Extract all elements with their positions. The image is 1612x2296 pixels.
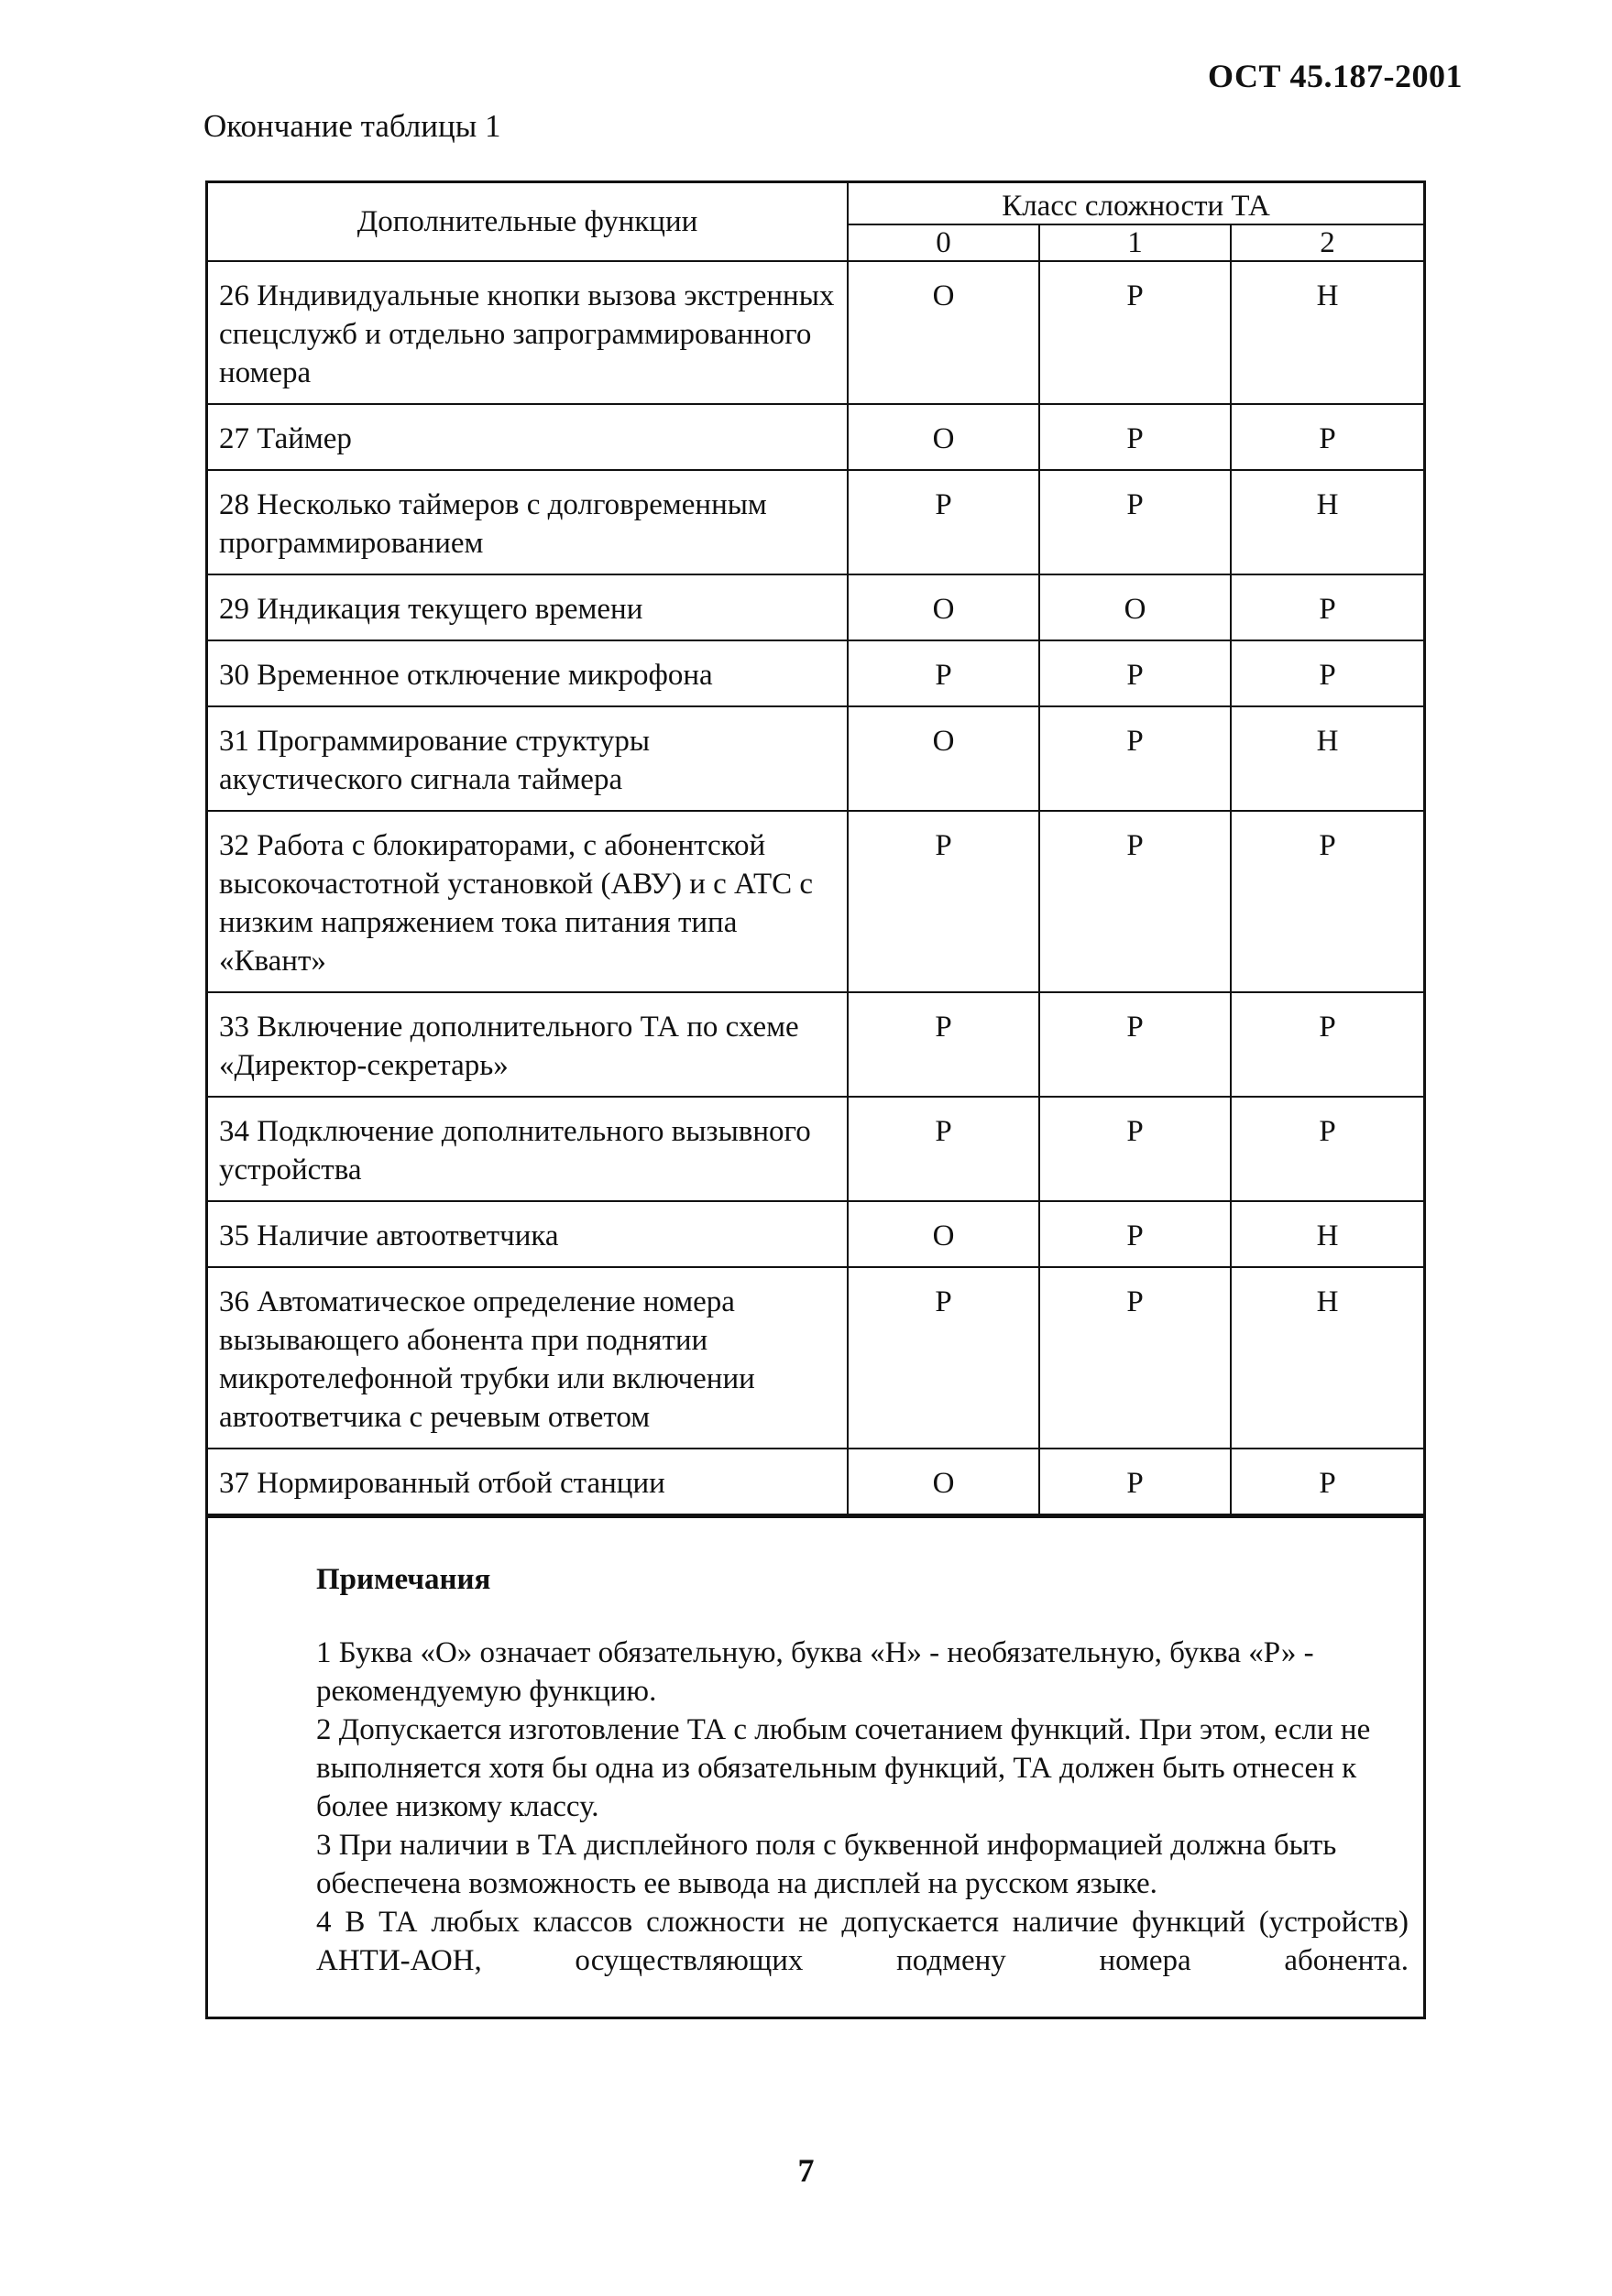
class-1-value: Р [1039,1267,1231,1449]
table-sheet [205,180,1426,2019]
function-name: 36 Автоматическое определение номера вызывающего абонента при поднятии микротелефонной трубки или включении автоответчика с речевым ответом [208,1267,848,1449]
functions-table [208,183,1423,1515]
class-2-value: Н [1231,261,1423,404]
function-name: 32 Работа с блокираторами, с абонентской высокочастотной установкой (АВУ) и с АТС с низким напряжением тока питания типа «Квант» [208,811,848,992]
class-0-value: О [848,261,1039,404]
table-row [208,261,1423,404]
table-row [208,470,1423,574]
function-name: 29 Индикация текущего времени [208,574,848,640]
class-number-1: 1 [1039,224,1231,261]
function-name: 30 Временное отключение микрофона [208,640,848,706]
table-caption: Окончание таблицы 1 [203,108,501,144]
table-row [208,1201,1423,1267]
function-name: 37 Нормированный отбой станции [208,1449,848,1514]
class-2-value: Р [1231,992,1423,1097]
class-0-value: О [848,1201,1039,1267]
class-2-value: Р [1231,404,1423,470]
class-2-value: Р [1231,1449,1423,1514]
note-item: 4 В ТА любых классов сложности не допускается наличие функций (устройств) АНТИ-АОН, осуществляющих подмену номера абонента. [316,1906,1409,1977]
class-1-value: Р [1039,1097,1231,1201]
class-0-value: О [848,574,1039,640]
table-row [208,1267,1423,1449]
table-row [208,1097,1423,1201]
function-name: 26 Индивидуальные кнопки вызова экстренных спецслужб и отдельно запрограммированного номера [208,261,848,404]
table-row [208,992,1423,1097]
class-1-value: Р [1039,404,1231,470]
class-0-value: О [848,404,1039,470]
notes-section [208,1515,1423,2017]
class-2-value: Н [1231,470,1423,574]
class-column-header: Класс сложности ТА [848,183,1423,224]
function-name: 35 Наличие автоответчика [208,1201,848,1267]
class-1-value: О [1039,574,1231,640]
class-1-value: Р [1039,706,1231,811]
table-row [208,640,1423,706]
class-1-value: Р [1039,992,1231,1097]
class-number-2: 2 [1231,224,1423,261]
function-name: 28 Несколько таймеров с долговременным программированием [208,470,848,574]
class-1-value: Р [1039,811,1231,992]
functions-column-header: Дополнительные функции [208,183,848,261]
page-number: 7 [797,2152,815,2189]
class-0-value: Р [848,1097,1039,1201]
table-row [208,706,1423,811]
class-2-value: Р [1231,1097,1423,1201]
class-1-value: Р [1039,1449,1231,1514]
class-2-value: Р [1231,640,1423,706]
class-0-value: О [848,706,1039,811]
document-code: ОСТ 45.187-2001 [1208,58,1463,94]
table-row [208,811,1423,992]
class-number-0: 0 [848,224,1039,261]
notes-title: Примечания [316,1563,491,1596]
class-0-value: Р [848,1267,1039,1449]
note-item: 3 При наличии в ТА дисплейного поля с буквенной информацией должна быть обеспечена возможность ее вывода на дисплей на русском языке. [316,1829,1337,1900]
table-row [208,574,1423,640]
table-row [208,404,1423,470]
class-1-value: Р [1039,640,1231,706]
function-name: 34 Подключение дополнительного вызывного устройства [208,1097,848,1201]
note-item: 1 Буква «О» означает обязательную, буква «Н» - необязательную, буква «Р» - рекомендуемую функцию. [316,1636,1314,1708]
class-1-value: Р [1039,261,1231,404]
class-2-value: Н [1231,1267,1423,1449]
table-row [208,1449,1423,1514]
class-1-value: Р [1039,470,1231,574]
class-0-value: Р [848,811,1039,992]
class-0-value: О [848,1449,1039,1514]
class-1-value: Р [1039,1201,1231,1267]
note-item: 2 Допускается изготовление ТА с любым сочетанием функций. При этом, если не выполняется хотя бы одна из обязательным функций, ТА должен быть отнесен к более низкому классу. [316,1713,1371,1823]
class-0-value: Р [848,992,1039,1097]
table-header-row [208,183,1423,224]
function-name: 27 Таймер [208,404,848,470]
function-name: 31 Программирование структуры акустического сигнала таймера [208,706,848,811]
class-2-value: Н [1231,706,1423,811]
class-2-value: Р [1231,574,1423,640]
function-name: 33 Включение дополнительного ТА по схеме «Директор-секретарь» [208,992,848,1097]
class-2-value: Р [1231,811,1423,992]
class-0-value: Р [848,640,1039,706]
class-2-value: Н [1231,1201,1423,1267]
class-0-value: Р [848,470,1039,574]
